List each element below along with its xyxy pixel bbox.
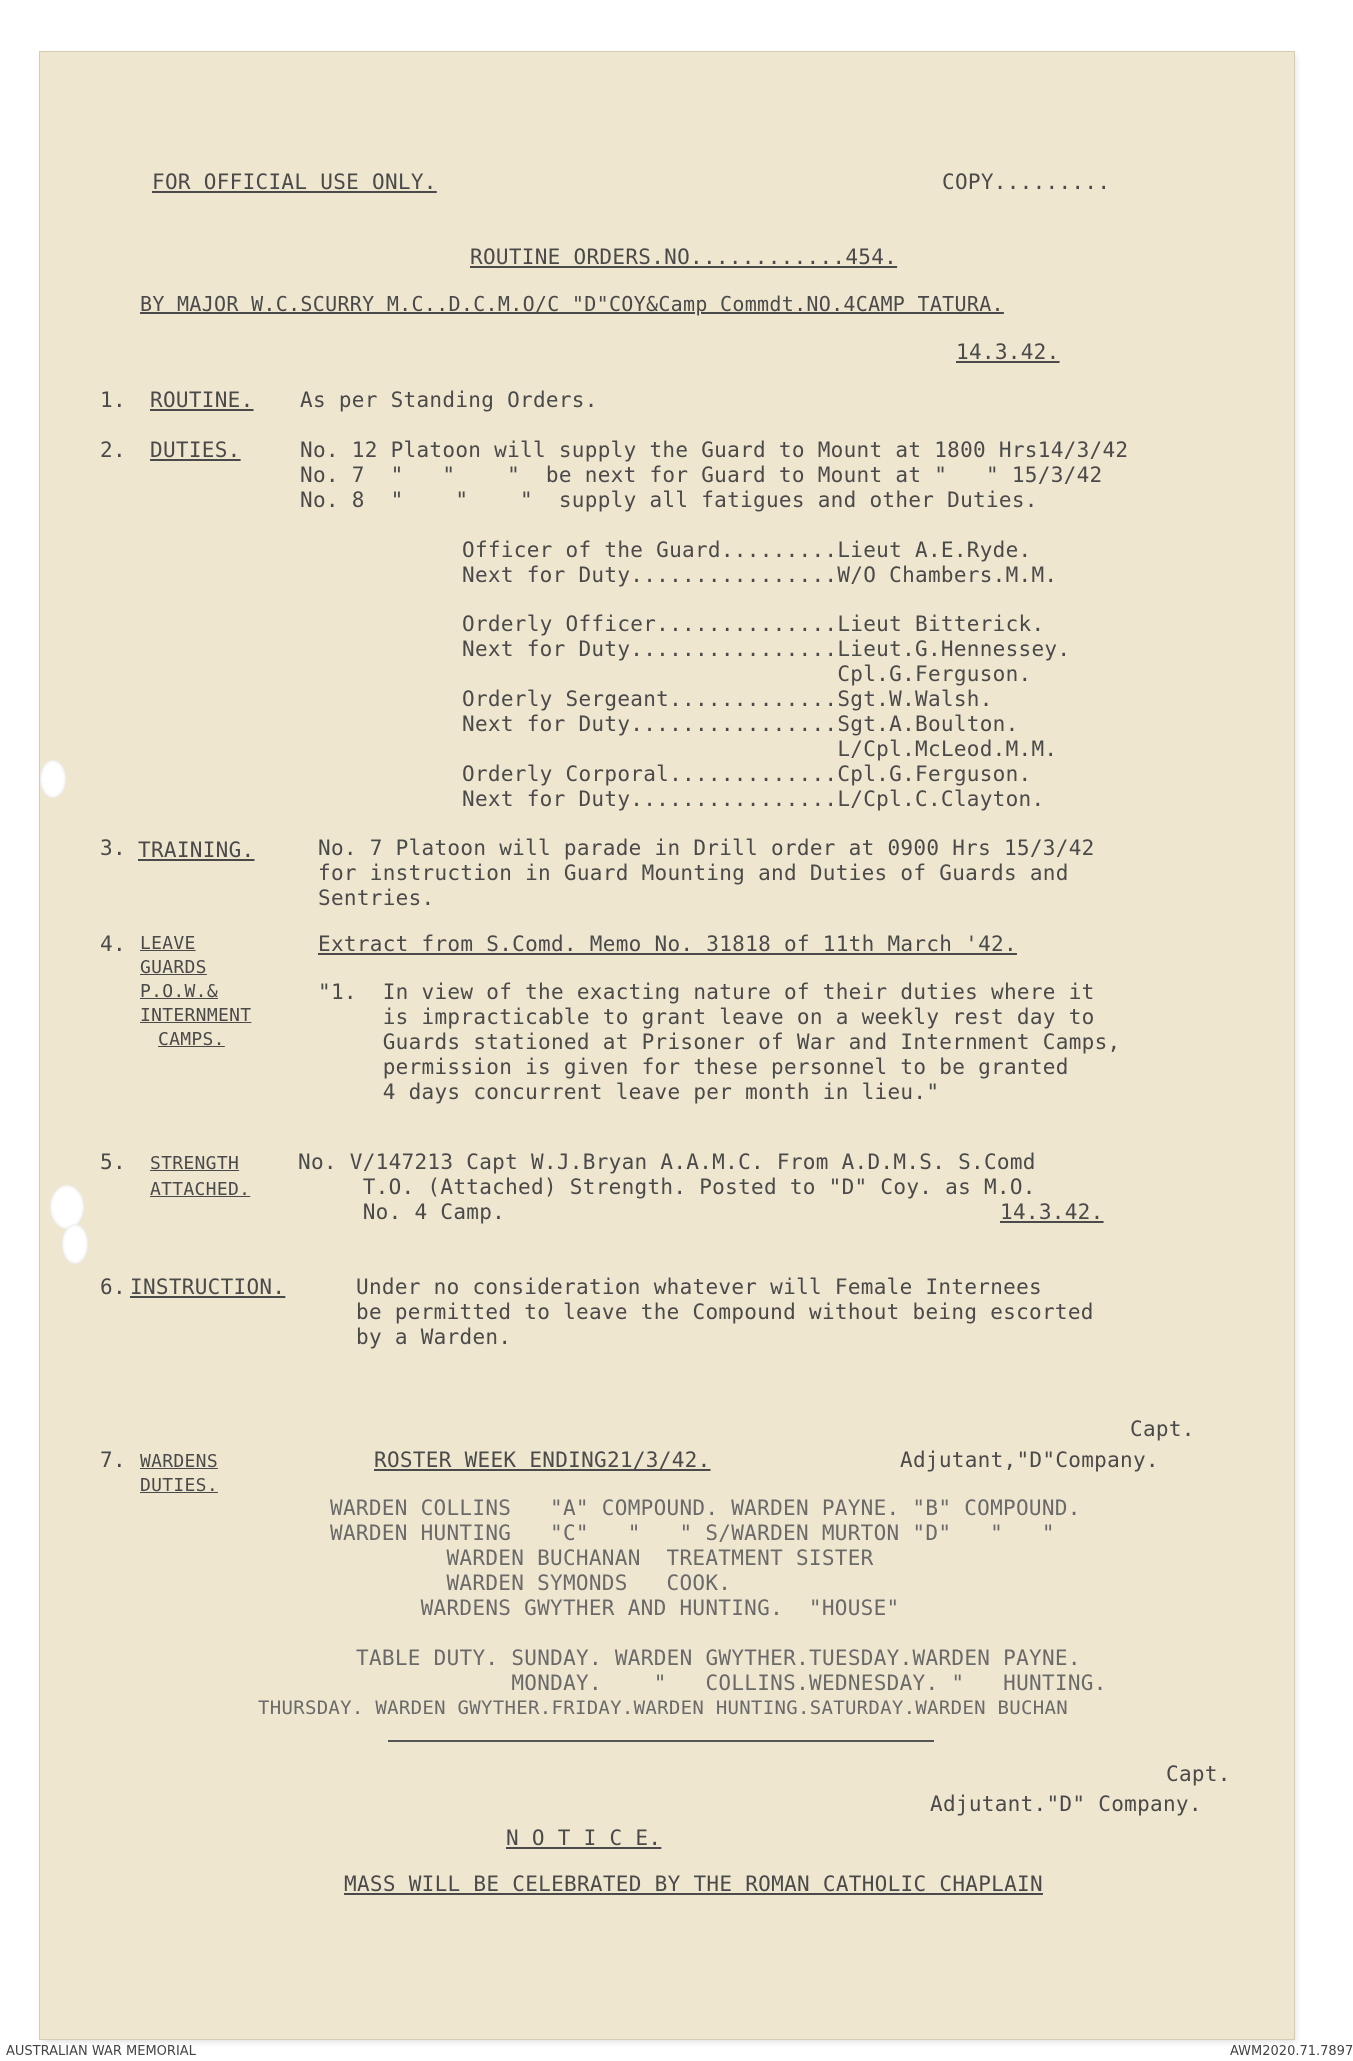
duty-roster-line: Officer of the Guard.........Lieut A.E.Ryde. [462,538,1032,562]
duties-line: No. 8 " " " supply all fatigues and other Duties. [300,488,1038,512]
training-line: No. 7 Platoon will parade in Drill order at 0900 Hrs 15/3/42 [318,836,1095,860]
leave-heading: INTERNMENT [140,1005,252,1026]
routine-heading: ROUTINE. [150,388,254,412]
training-line: for instruction in Guard Mounting and Duties of Guards and [318,861,1069,885]
training-heading: TRAINING. [138,838,255,862]
strength-line: T.O. (Attached) Strength. Posted to "D" Coy. as M.O. [298,1175,1036,1199]
item-number: 5. [100,1150,126,1174]
duty-roster-line: Orderly Sergeant.............Sgt.W.Walsh. [462,687,993,711]
issuer-line: BY MAJOR W.C.SCURRY M.C..D.C.M.O/C "D"COY&Camp Commdt.NO.4CAMP TATURA. [140,292,1004,316]
duties-heading: DUTIES. [150,438,241,462]
wardens-line: TABLE DUTY. SUNDAY. WARDEN GWYTHER.TUESDAY.WARDEN PAYNE. [356,1646,1081,1670]
item-number: 7. [100,1448,126,1472]
item-number: 1. [100,388,126,412]
official-use-heading: FOR OFFICIAL USE ONLY. [152,170,437,194]
leave-quote-line: Guards stationed at Prisoner of War and Internment Camps, [318,1030,1121,1054]
leave-heading: GUARDS [140,957,207,978]
captain-signature: Capt. [1166,1762,1231,1786]
order-date: 14.3.42. [956,340,1060,364]
instruction-line: be permitted to leave the Compound without being escorted [356,1300,1094,1324]
routine-text: As per Standing Orders. [300,388,598,412]
duty-roster-line: Orderly Officer..............Lieut Bitterick. [462,612,1045,636]
paper-tear [50,1185,84,1229]
archive-reference: AWM2020.71.7897 [1230,2044,1353,2059]
wardens-line: WARDEN COLLINS "A" COMPOUND. WARDEN PAYNE. "B" COMPOUND. [330,1496,1081,1520]
strength-date: 14.3.42. [1000,1200,1104,1224]
instruction-line: by a Warden. [356,1325,512,1349]
adjutant-signature: Adjutant."D" Company. [930,1792,1202,1816]
paper-tear [40,760,66,798]
duty-roster-line: Next for Duty................W/O Chambers.M.M. [462,563,1058,587]
copy-label: COPY......... [942,170,1111,194]
wardens-heading: WARDENS [140,1451,218,1472]
notice-text: MASS WILL BE CELEBRATED BY THE ROMAN CATHOLIC CHAPLAIN [344,1872,1043,1896]
leave-quote-line: permission is given for these personnel to be granted [318,1055,1069,1079]
duty-roster-line: Orderly Corporal.............Cpl.G.Ferguson. [462,762,1032,786]
strength-heading: ATTACHED. [150,1179,251,1200]
wardens-line: MONDAY. " COLLINS.WEDNESDAY. " HUNTING. [356,1671,1107,1695]
duty-roster-line: L/Cpl.McLeod.M.M. [462,737,1058,761]
duty-roster-line: Cpl.G.Ferguson. [462,662,1032,686]
routine-orders-title: ROUTINE ORDERS.NO............454. [470,245,898,269]
item-number: 4. [100,932,126,956]
captain-signature: Capt. [1130,1417,1195,1441]
duties-line: No. 7 " " " be next for Guard to Mount at " " 15/3/42 [300,463,1103,487]
duty-roster-line: Next for Duty................Sgt.A.Boulton. [462,712,1019,736]
archive-credit: AUSTRALIAN WAR MEMORIAL [6,2044,196,2059]
duty-roster-line: Next for Duty................Lieut.G.Hennessey. [462,637,1071,661]
duty-roster-line: Next for Duty................L/Cpl.C.Clayton. [462,787,1045,811]
leave-heading: LEAVE [140,933,196,954]
wardens-line: WARDENS GWYTHER AND HUNTING. "HOUSE" [330,1596,900,1620]
wardens-roster-title: ROSTER WEEK ENDING21/3/42. [374,1448,711,1472]
wardens-line: WARDEN BUCHANAN TREATMENT SISTER [330,1546,874,1570]
strength-line: No. 4 Camp. [298,1200,506,1224]
strength-heading: STRENGTH [150,1153,240,1174]
leave-quote-line: 4 days concurrent leave per month in lieu." [318,1080,940,1104]
item-number: 6. [100,1275,126,1299]
wardens-line: WARDEN SYMONDS COOK. [330,1571,732,1595]
section-divider [388,1740,934,1742]
leave-quote-line: "1. In view of the exacting nature of their duties where it [318,980,1095,1004]
wardens-heading: DUTIES. [140,1475,218,1496]
notice-title: N O T I C E. [506,1826,662,1850]
leave-quote-line: is impracticable to grant leave on a weekly rest day to [318,1005,1095,1029]
wardens-line: THURSDAY. WARDEN GWYTHER.FRIDAY.WARDEN HUNTING.SATURDAY.WARDEN BUCHAN [258,1697,1068,1719]
wardens-adjutant: Adjutant,"D"Company. [900,1448,1159,1472]
training-line: Sentries. [318,886,435,910]
leave-heading: CAMPS. [158,1029,225,1050]
item-number: 3. [100,836,126,860]
duties-line: No. 12 Platoon will supply the Guard to Mount at 1800 Hrs14/3/42 [300,438,1129,462]
instruction-heading: INSTRUCTION. [130,1275,286,1299]
wardens-line: WARDEN HUNTING "C" " " S/WARDEN MURTON "D" " " [330,1521,1055,1545]
leave-extract: Extract from S.Comd. Memo No. 31818 of 11th March '42. [318,932,1017,956]
paper-tear [62,1224,88,1264]
instruction-line: Under no consideration whatever will Female Internees [356,1275,1042,1299]
leave-heading: P.O.W.& [140,981,218,1002]
strength-line: No. V/147213 Capt W.J.Bryan A.A.M.C. From A.D.M.S. S.Comd [298,1150,1036,1174]
item-number: 2. [100,438,126,462]
